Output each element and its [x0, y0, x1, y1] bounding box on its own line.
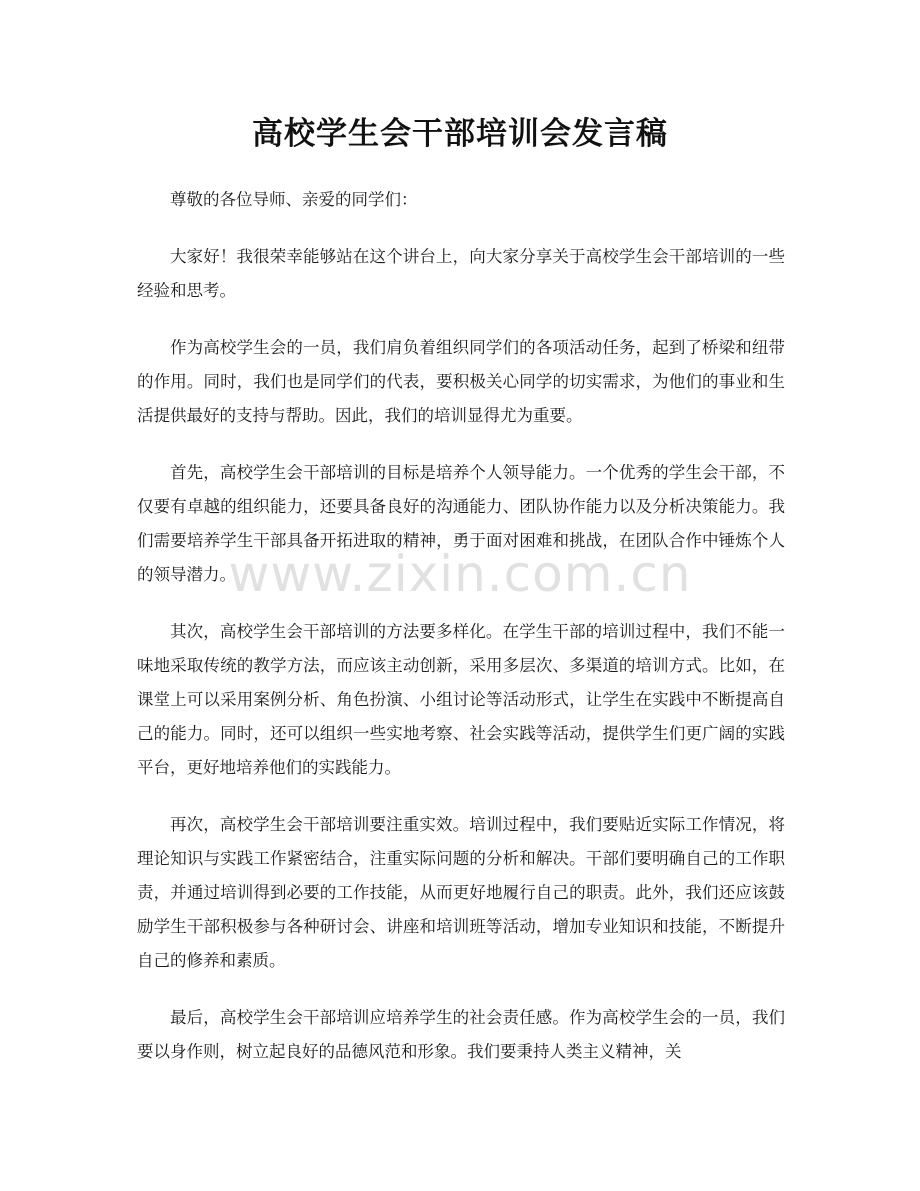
watermark: www.zixin.com.cn: [228, 545, 692, 603]
paragraph: 再次，高校学生会干部培训要注重实效。培训过程中，我们要贴近实际工作情况，将理论知识与实践工作紧密结合，注重实际问题的分析和解决。干部们要明确自己的工作职责，并通过培训得到必要的工作技能，从而更好地履行自己的职责。此外，我们还应该鼓励学生干部积极参与各种研讨会、讲座和培训班等活动，增加专业知识和技能，不断提升自己的修养和素质。: [137, 815, 785, 970]
salutation: 尊敬的各位导师、亲爱的同学们：: [170, 190, 418, 209]
document-title: 高校学生会干部培训会发言稿: [252, 116, 668, 152]
paragraph: 大家好！我很荣幸能够站在这个讲台上，向大家分享关于高校学生会干部培训的一些经验和思考。: [137, 247, 785, 300]
paragraph: 作为高校学生会的一员，我们肩负着组织同学们的各项活动任务，起到了桥梁和纽带的作用。同时，我们也是同学们的代表，要积极关心同学的切实需求，为他们的事业和生活提供最好的支持与帮助。因此，我们的培训显得尤为重要。: [137, 338, 785, 425]
paragraph: 其次，高校学生会干部培训的方法要多样化。在学生干部的培训过程中，我们不能一味地采取传统的教学方法，而应该主动创新，采用多层次、多渠道的培训方式。比如，在课堂上可以采用案例分析、角色扮演、小组讨论等活动形式，让学生在实践中不断提高自己的能力。同时，还可以组织一些实地考察、社会实践等活动，提供学生们更广阔的实践平台，更好地培养他们的实践能力。: [137, 622, 785, 777]
document-body: [137, 183, 785, 1092]
paragraph: 最后，高校学生会干部培训应培养学生的社会责任感。作为高校学生会的一员，我们要以身作则，树立起良好的品德风范和形象。我们要秉持人类主义精神，关: [137, 1008, 785, 1061]
paragraph: 首先，高校学生会干部培训的目标是培养个人领导能力。一个优秀的学生会干部，不仅要有卓越的组织能力，还要具备良好的沟通能力、团队协作能力以及分析决策能力。我们需要培养学生干部具备开拓进取的精神，勇于面对困难和挑战，在团队合作中锤炼个人的领导潜力。: [137, 463, 785, 584]
